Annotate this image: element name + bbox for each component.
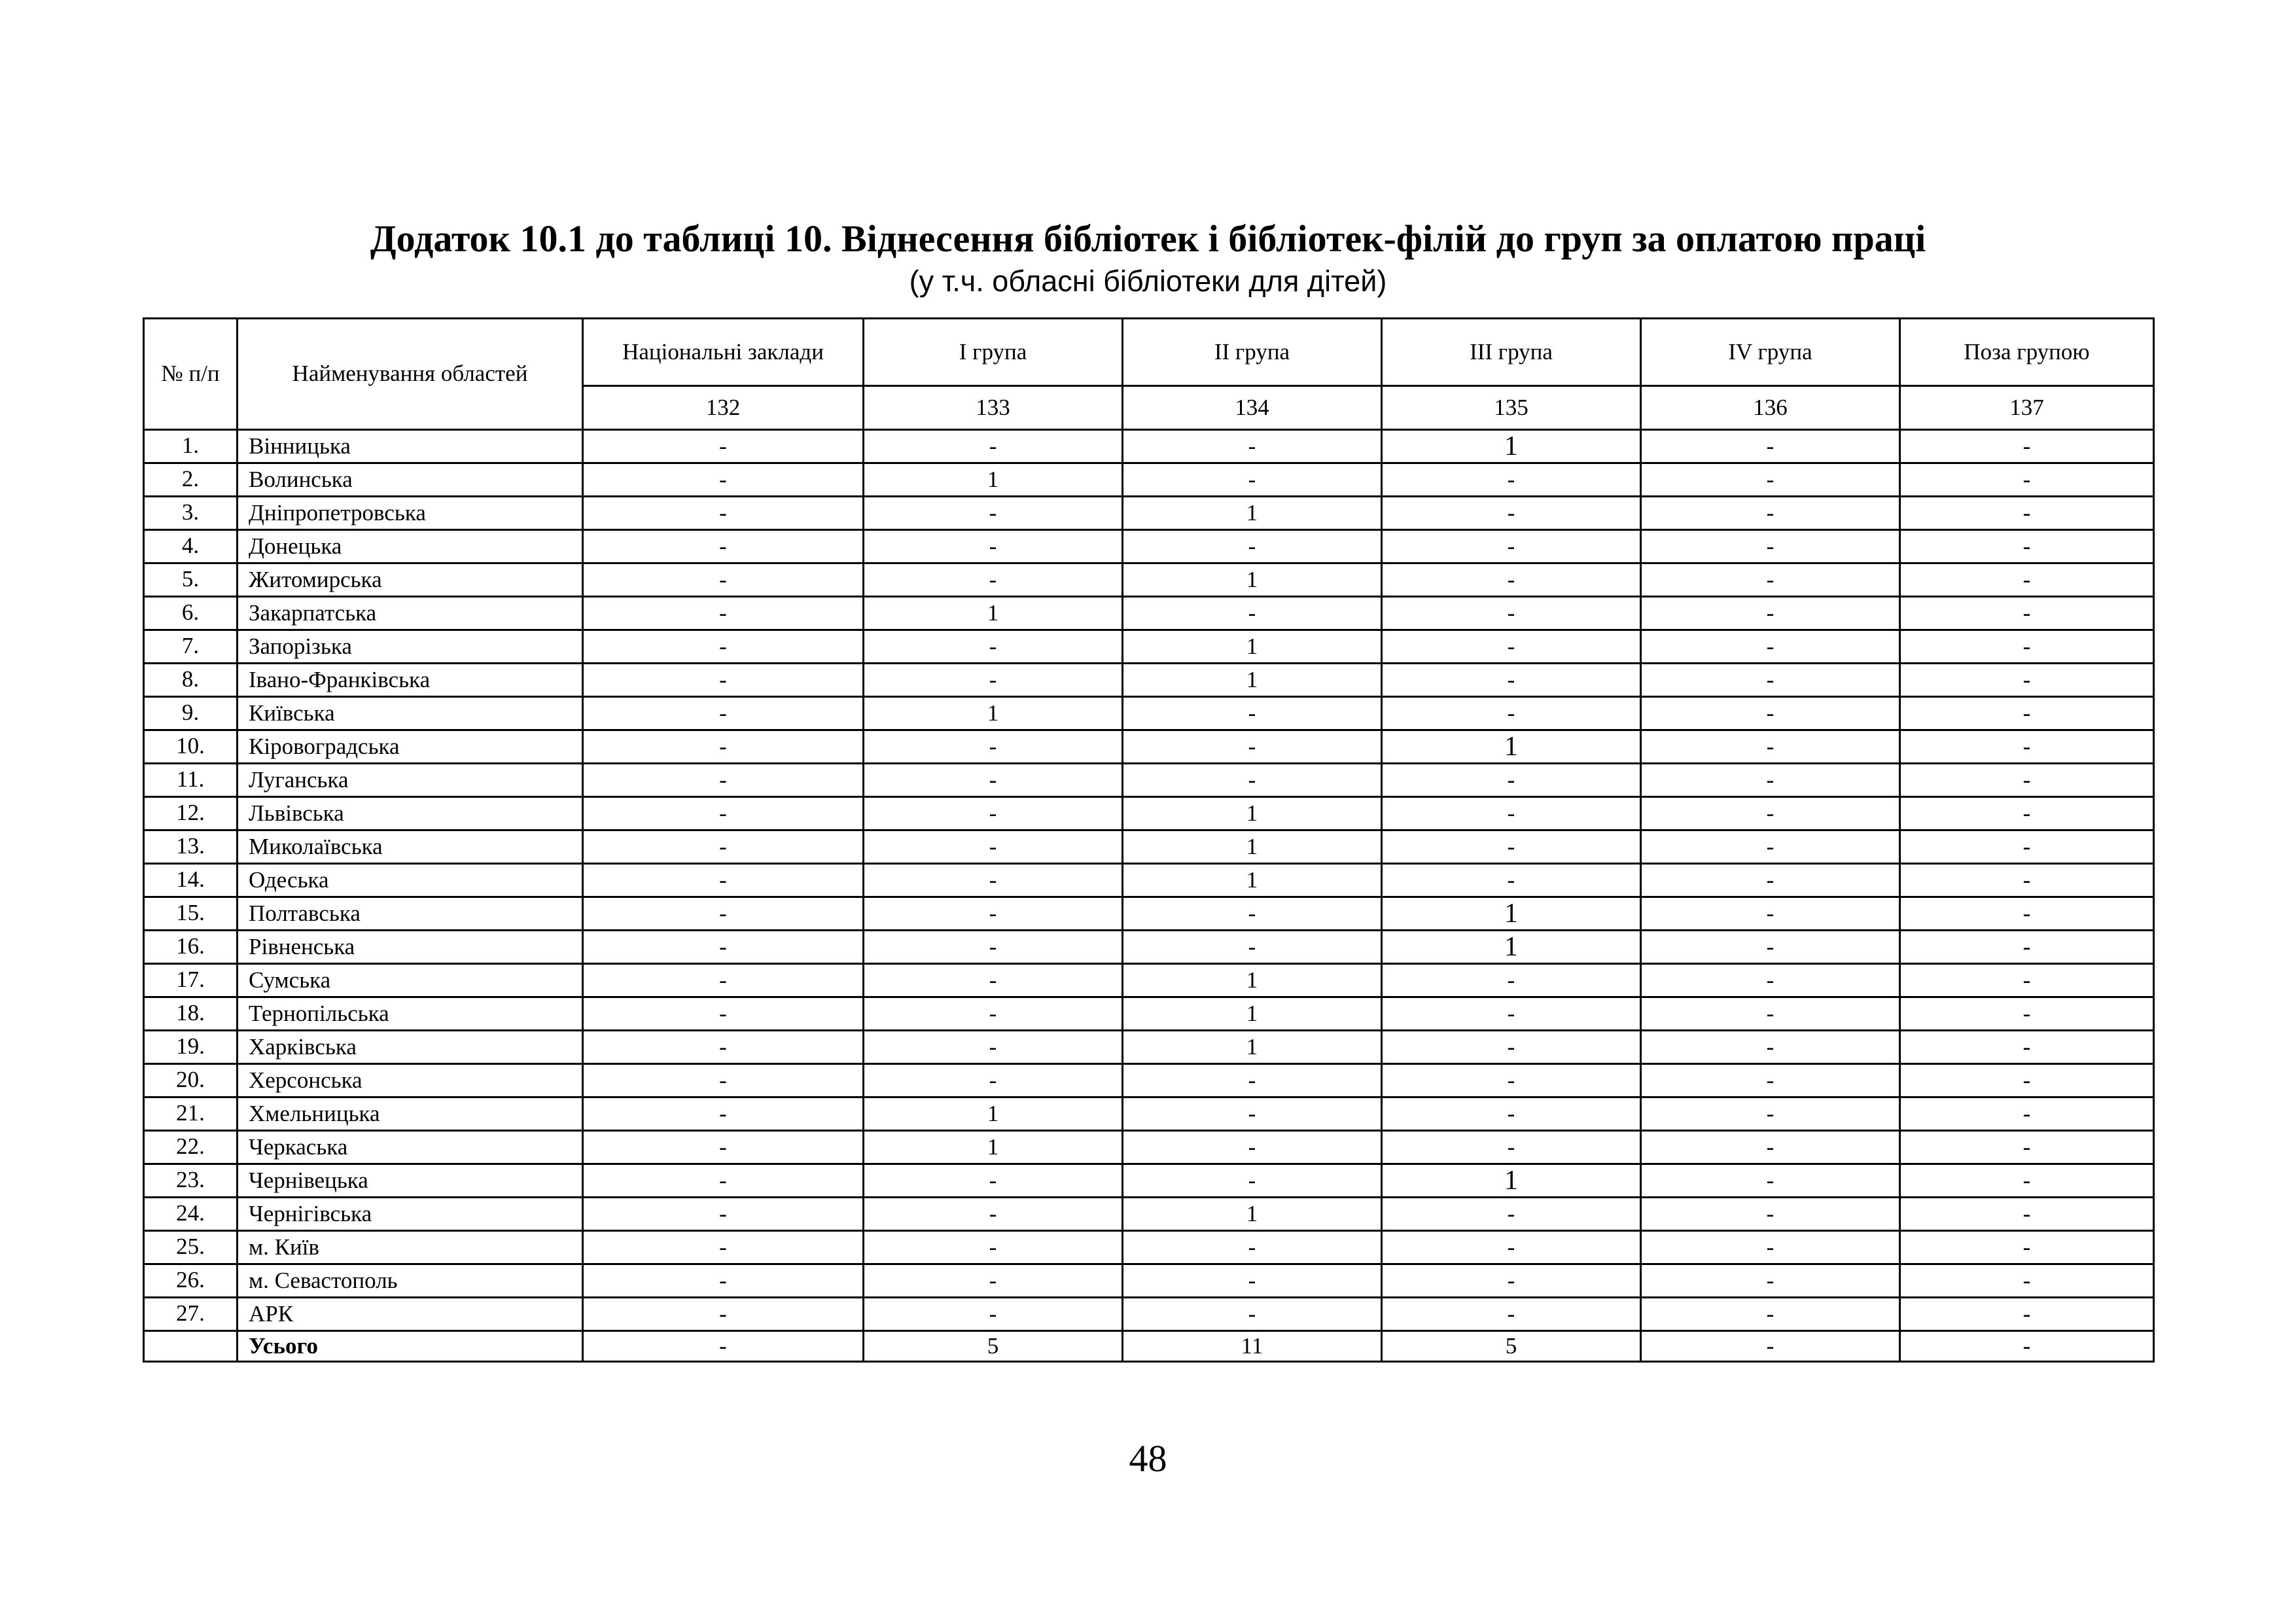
group-value: -: [1641, 697, 1900, 730]
group-value: -: [583, 1231, 864, 1264]
group-value: -: [1382, 1298, 1641, 1331]
group-value: -: [1382, 530, 1641, 563]
group-value: -: [1900, 797, 2154, 830]
page-title: Додаток 10.1 до таблиці 10. Віднесення бібліотек і бібліотек-філій до груп за оплатою праці: [370, 217, 1926, 260]
group-value: 1: [1382, 931, 1641, 964]
group-value: -: [864, 530, 1123, 563]
table-footer: [144, 1331, 2154, 1362]
table-row: [144, 864, 2154, 897]
group-value: -: [583, 1031, 864, 1064]
group-value: -: [1900, 563, 2154, 597]
total-label: Усього: [238, 1331, 583, 1362]
region-name: Рівненська: [238, 931, 583, 964]
total-num-cell: [144, 1331, 238, 1362]
group-value: -: [1900, 1097, 2154, 1131]
group-value: -: [1382, 964, 1641, 997]
table-row: [144, 730, 2154, 764]
group-value: -: [864, 931, 1123, 964]
page-subtitle: (у т.ч. обласні бібліотеки для дітей): [909, 264, 1387, 298]
region-name: Хмельницька: [238, 1097, 583, 1131]
table-body: [144, 430, 2154, 1331]
group-value: -: [864, 664, 1123, 697]
group-value: -: [1641, 931, 1900, 964]
region-name: Харківська: [238, 1031, 583, 1064]
group-value: -: [1900, 1031, 2154, 1064]
table-row: [144, 1031, 2154, 1064]
group-value: -: [1641, 1064, 1900, 1097]
group-value: -: [864, 430, 1123, 463]
group-value: -: [1382, 1064, 1641, 1097]
row-number: 27.: [144, 1298, 238, 1331]
group-value: -: [1900, 1264, 2154, 1298]
group-value: -: [583, 1097, 864, 1131]
header-name: Найменування областей: [238, 319, 583, 430]
group-value: 1: [864, 463, 1123, 497]
group-value: -: [583, 830, 864, 864]
table-row: [144, 897, 2154, 931]
group-value: -: [1641, 497, 1900, 530]
group-value: -: [583, 463, 864, 497]
header-group: ІІ група: [1123, 319, 1382, 386]
header-group: І група: [864, 319, 1123, 386]
row-number: 16.: [144, 931, 238, 964]
group-value: 1: [864, 1097, 1123, 1131]
table-row: [144, 1131, 2154, 1164]
group-value: -: [1900, 931, 2154, 964]
group-value: -: [1123, 1164, 1382, 1198]
table-row: [144, 830, 2154, 864]
group-value: -: [583, 864, 864, 897]
group-value: -: [1641, 1298, 1900, 1331]
group-value: 1: [864, 1131, 1123, 1164]
group-value: -: [1382, 1031, 1641, 1064]
group-value: -: [1641, 664, 1900, 697]
table-row: [144, 1264, 2154, 1298]
group-value: -: [583, 563, 864, 597]
total-value: -: [583, 1331, 864, 1362]
header-code: 135: [1382, 386, 1641, 430]
table-row: [144, 497, 2154, 530]
row-number: 1.: [144, 430, 238, 463]
group-value: -: [1123, 430, 1382, 463]
table-row: [144, 997, 2154, 1031]
row-number: 7.: [144, 630, 238, 664]
group-value: -: [583, 1131, 864, 1164]
group-value: 1: [1123, 830, 1382, 864]
group-value: -: [864, 563, 1123, 597]
table-row: [144, 463, 2154, 497]
row-number: 6.: [144, 597, 238, 630]
group-value: -: [1900, 830, 2154, 864]
group-value: -: [864, 764, 1123, 797]
group-value: -: [1123, 730, 1382, 764]
group-value: -: [583, 430, 864, 463]
table-row: [144, 430, 2154, 463]
group-value: -: [583, 897, 864, 931]
group-value: -: [1900, 730, 2154, 764]
header-code: 136: [1641, 386, 1900, 430]
group-value: -: [864, 897, 1123, 931]
group-value: -: [1123, 1131, 1382, 1164]
group-value: -: [1123, 931, 1382, 964]
group-value: -: [1382, 497, 1641, 530]
libraries-table: [143, 317, 2155, 1363]
group-value: 1: [1123, 864, 1382, 897]
group-value: 1: [864, 597, 1123, 630]
group-value: -: [1900, 1064, 2154, 1097]
header-group: ІV група: [1641, 319, 1900, 386]
group-value: -: [1900, 1198, 2154, 1231]
group-value: -: [1900, 864, 2154, 897]
region-name: м. Київ: [238, 1231, 583, 1264]
row-number: 9.: [144, 697, 238, 730]
table-row: [144, 1198, 2154, 1231]
total-value: 11: [1123, 1331, 1382, 1362]
row-number: 3.: [144, 497, 238, 530]
group-value: -: [1900, 630, 2154, 664]
group-value: -: [1123, 1231, 1382, 1264]
group-value: -: [1900, 597, 2154, 630]
region-name: АРК: [238, 1298, 583, 1331]
region-name: Чернівецька: [238, 1164, 583, 1198]
group-value: -: [1641, 463, 1900, 497]
row-number: 23.: [144, 1164, 238, 1198]
group-value: -: [583, 630, 864, 664]
group-value: -: [583, 964, 864, 997]
row-number: 5.: [144, 563, 238, 597]
group-value: -: [1123, 1064, 1382, 1097]
table-row: [144, 630, 2154, 664]
table-row: [144, 797, 2154, 830]
group-value: -: [864, 964, 1123, 997]
group-value: 1: [1382, 730, 1641, 764]
group-value: -: [864, 1164, 1123, 1198]
group-value: -: [583, 1198, 864, 1231]
group-value: -: [864, 1198, 1123, 1231]
group-value: -: [583, 730, 864, 764]
group-value: -: [1123, 1097, 1382, 1131]
header-group: Поза групою: [1900, 319, 2154, 386]
group-value: -: [1382, 830, 1641, 864]
group-value: 1: [1382, 897, 1641, 931]
group-value: -: [864, 797, 1123, 830]
group-value: -: [864, 1031, 1123, 1064]
region-name: Одеська: [238, 864, 583, 897]
row-number: 13.: [144, 830, 238, 864]
region-name: Івано-Франківська: [238, 664, 583, 697]
region-name: Тернопільська: [238, 997, 583, 1031]
table-row: [144, 1164, 2154, 1198]
group-value: -: [1382, 463, 1641, 497]
group-value: -: [1641, 1198, 1900, 1231]
group-value: 1: [1123, 1031, 1382, 1064]
table-header: [144, 319, 2154, 430]
group-value: -: [1641, 597, 1900, 630]
group-value: -: [864, 730, 1123, 764]
region-name: Черкаська: [238, 1131, 583, 1164]
region-name: Херсонська: [238, 1064, 583, 1097]
group-value: -: [1382, 664, 1641, 697]
table-row: [144, 1231, 2154, 1264]
group-value: -: [864, 1231, 1123, 1264]
header-group: Національні заклади: [583, 319, 864, 386]
region-name: Кіровоградська: [238, 730, 583, 764]
group-value: -: [1641, 730, 1900, 764]
group-value: -: [1641, 997, 1900, 1031]
group-value: 1: [1123, 797, 1382, 830]
group-value: -: [1641, 430, 1900, 463]
group-value: -: [583, 797, 864, 830]
group-value: -: [1123, 463, 1382, 497]
table-row: [144, 530, 2154, 563]
region-name: Дніпропетровська: [238, 497, 583, 530]
group-value: -: [1382, 797, 1641, 830]
group-value: -: [1900, 964, 2154, 997]
region-name: Львівська: [238, 797, 583, 830]
region-name: Чернігівська: [238, 1198, 583, 1231]
header-code: 132: [583, 386, 864, 430]
group-value: -: [1900, 1298, 2154, 1331]
group-value: -: [1900, 897, 2154, 931]
table-row: [144, 697, 2154, 730]
row-number: 22.: [144, 1131, 238, 1164]
row-number: 15.: [144, 897, 238, 931]
group-value: -: [1900, 664, 2154, 697]
group-value: -: [1382, 697, 1641, 730]
row-number: 8.: [144, 664, 238, 697]
group-value: -: [1900, 497, 2154, 530]
group-value: -: [864, 630, 1123, 664]
group-value: -: [1641, 964, 1900, 997]
group-value: -: [1382, 1131, 1641, 1164]
group-value: -: [1123, 1264, 1382, 1298]
group-value: -: [583, 1164, 864, 1198]
group-value: 1: [1382, 1164, 1641, 1198]
group-value: 1: [1123, 1198, 1382, 1231]
group-value: 1: [864, 697, 1123, 730]
total-row: [144, 1331, 2154, 1362]
group-value: 1: [1123, 497, 1382, 530]
group-value: 1: [1382, 430, 1641, 463]
group-value: -: [864, 1298, 1123, 1331]
group-value: -: [864, 997, 1123, 1031]
page-number: 48: [1129, 1437, 1167, 1480]
total-value: -: [1900, 1331, 2154, 1362]
group-value: -: [1641, 1164, 1900, 1198]
row-number: 14.: [144, 864, 238, 897]
group-value: -: [583, 697, 864, 730]
row-number: 25.: [144, 1231, 238, 1264]
group-value: -: [1641, 1031, 1900, 1064]
table-row: [144, 1097, 2154, 1131]
region-name: Житомирська: [238, 563, 583, 597]
region-name: Сумська: [238, 964, 583, 997]
header-num: № п/п: [144, 319, 238, 430]
group-value: -: [864, 1264, 1123, 1298]
group-value: -: [1382, 1097, 1641, 1131]
total-value: 5: [864, 1331, 1123, 1362]
region-name: Запорізька: [238, 630, 583, 664]
group-value: -: [583, 1064, 864, 1097]
region-name: м. Севастополь: [238, 1264, 583, 1298]
table-row: [144, 563, 2154, 597]
row-number: 12.: [144, 797, 238, 830]
group-value: -: [583, 997, 864, 1031]
group-value: -: [1123, 530, 1382, 563]
group-value: -: [583, 497, 864, 530]
group-value: -: [1641, 830, 1900, 864]
group-value: -: [864, 864, 1123, 897]
group-value: -: [1900, 997, 2154, 1031]
total-value: -: [1641, 1331, 1900, 1362]
group-value: -: [583, 1264, 864, 1298]
group-value: -: [1900, 1231, 2154, 1264]
group-value: -: [1123, 897, 1382, 931]
group-value: -: [1123, 697, 1382, 730]
region-name: Донецька: [238, 530, 583, 563]
group-value: -: [1641, 1264, 1900, 1298]
group-value: -: [1900, 463, 2154, 497]
row-number: 11.: [144, 764, 238, 797]
row-number: 18.: [144, 997, 238, 1031]
group-value: -: [583, 1298, 864, 1331]
group-value: -: [1123, 764, 1382, 797]
group-value: -: [1900, 530, 2154, 563]
group-value: -: [1641, 897, 1900, 931]
table-row: [144, 964, 2154, 997]
group-value: -: [583, 764, 864, 797]
table-row: [144, 597, 2154, 630]
group-value: -: [864, 830, 1123, 864]
table-row: [144, 664, 2154, 697]
group-value: -: [1123, 597, 1382, 630]
group-value: -: [1641, 1231, 1900, 1264]
row-number: 10.: [144, 730, 238, 764]
group-value: -: [1900, 1164, 2154, 1198]
row-number: 2.: [144, 463, 238, 497]
region-name: Полтавська: [238, 897, 583, 931]
group-value: -: [1900, 1131, 2154, 1164]
group-value: -: [583, 530, 864, 563]
header-code: 133: [864, 386, 1123, 430]
header-group: ІІІ група: [1382, 319, 1641, 386]
group-value: -: [1382, 764, 1641, 797]
group-value: -: [1382, 630, 1641, 664]
group-value: -: [1382, 1264, 1641, 1298]
group-value: -: [1641, 630, 1900, 664]
group-value: -: [1641, 563, 1900, 597]
group-value: -: [1123, 1298, 1382, 1331]
row-number: 19.: [144, 1031, 238, 1064]
header-code: 134: [1123, 386, 1382, 430]
group-value: -: [1641, 1097, 1900, 1131]
group-value: 1: [1123, 664, 1382, 697]
row-number: 17.: [144, 964, 238, 997]
group-value: -: [1641, 530, 1900, 563]
table-row: [144, 1298, 2154, 1331]
group-value: 1: [1123, 997, 1382, 1031]
group-value: -: [583, 931, 864, 964]
region-name: Волинська: [238, 463, 583, 497]
region-name: Київська: [238, 697, 583, 730]
group-value: -: [1641, 764, 1900, 797]
region-name: Луганська: [238, 764, 583, 797]
group-value: -: [864, 497, 1123, 530]
group-value: -: [1382, 563, 1641, 597]
group-value: -: [1900, 764, 2154, 797]
group-value: -: [1382, 1231, 1641, 1264]
group-value: 1: [1123, 563, 1382, 597]
table-row: [144, 1064, 2154, 1097]
row-number: 26.: [144, 1264, 238, 1298]
group-value: -: [864, 1064, 1123, 1097]
group-value: -: [1641, 1131, 1900, 1164]
group-value: -: [1382, 1198, 1641, 1231]
group-value: -: [1382, 864, 1641, 897]
group-value: -: [1382, 997, 1641, 1031]
row-number: 20.: [144, 1064, 238, 1097]
group-value: -: [1641, 864, 1900, 897]
row-number: 21.: [144, 1097, 238, 1131]
group-value: 1: [1123, 630, 1382, 664]
region-name: Миколаївська: [238, 830, 583, 864]
header-code: 137: [1900, 386, 2154, 430]
group-value: -: [583, 664, 864, 697]
row-number: 4.: [144, 530, 238, 563]
region-name: Закарпатська: [238, 597, 583, 630]
region-name: Вінницька: [238, 430, 583, 463]
table-row: [144, 931, 2154, 964]
total-value: 5: [1382, 1331, 1641, 1362]
group-value: 1: [1123, 964, 1382, 997]
group-value: -: [1900, 697, 2154, 730]
row-number: 24.: [144, 1198, 238, 1231]
group-value: -: [1900, 430, 2154, 463]
group-value: -: [1641, 797, 1900, 830]
table-row: [144, 764, 2154, 797]
group-value: -: [1382, 597, 1641, 630]
group-value: -: [583, 597, 864, 630]
